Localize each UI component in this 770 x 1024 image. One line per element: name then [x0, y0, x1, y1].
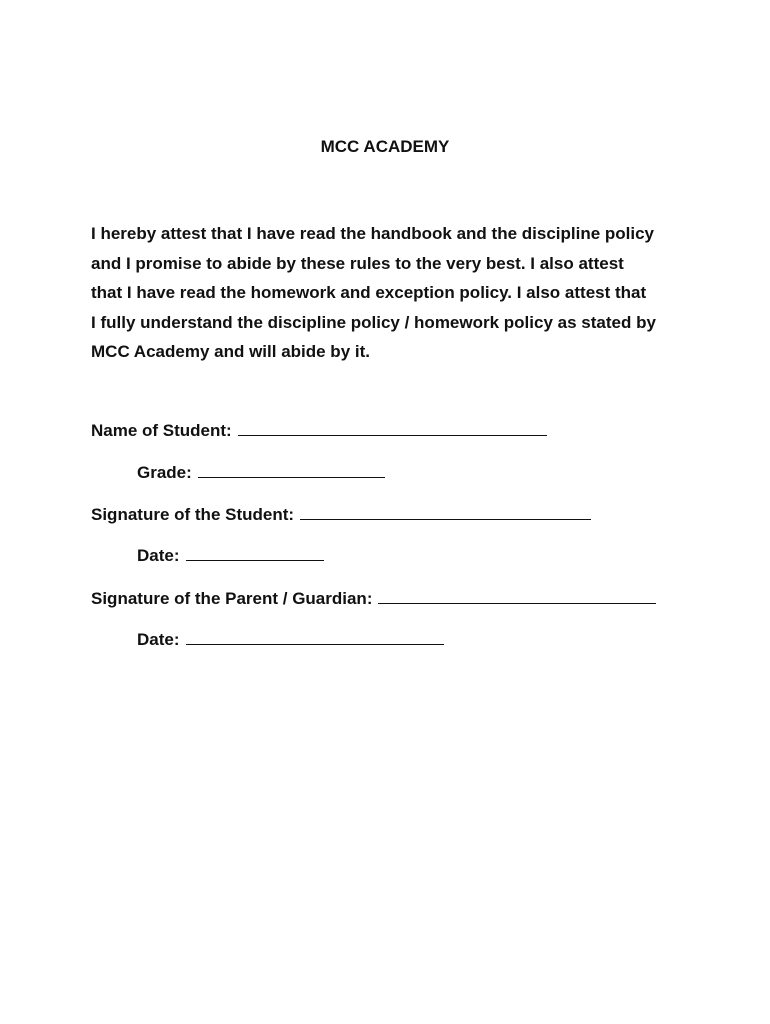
parent-signature-field — [91, 589, 656, 609]
paragraph-line: I fully understand the discipline policy / homework policy as stated by — [91, 312, 656, 332]
parent-signature-label: Signature of the Parent / Guardian: — [91, 589, 373, 608]
name-of-student-field — [91, 421, 547, 441]
grade-label: Grade: — [137, 463, 192, 482]
student-signature-label: Signature of the Student: — [91, 505, 295, 524]
student-date-blank[interactable] — [186, 546, 324, 561]
parent-date-field — [137, 630, 444, 650]
paragraph-line: I hereby attest that I have read the handbook and the discipline policy — [91, 224, 655, 243]
name-of-student-label: Name of Student: — [91, 421, 232, 440]
student-signature-field — [91, 505, 591, 525]
paragraph-line: MCC Academy and will abide by it. — [91, 342, 370, 361]
document-title: MCC ACADEMY — [320, 137, 450, 156]
grade-field — [137, 463, 385, 483]
parent-date-label: Date: — [137, 630, 180, 649]
parent-date-blank[interactable] — [186, 630, 444, 645]
parent-signature-blank[interactable] — [378, 589, 656, 604]
student-date-label: Date: — [137, 546, 180, 565]
name-of-student-blank[interactable] — [238, 421, 547, 436]
attestation-paragraph — [91, 219, 691, 367]
grade-blank[interactable] — [198, 463, 385, 478]
student-signature-blank[interactable] — [300, 505, 591, 520]
paragraph-line: that I have read the homework and exception policy. I also attest that — [91, 283, 647, 302]
student-date-field — [137, 546, 324, 566]
paragraph-line: and I promise to abide by these rules to the very best. I also attest — [91, 253, 624, 273]
